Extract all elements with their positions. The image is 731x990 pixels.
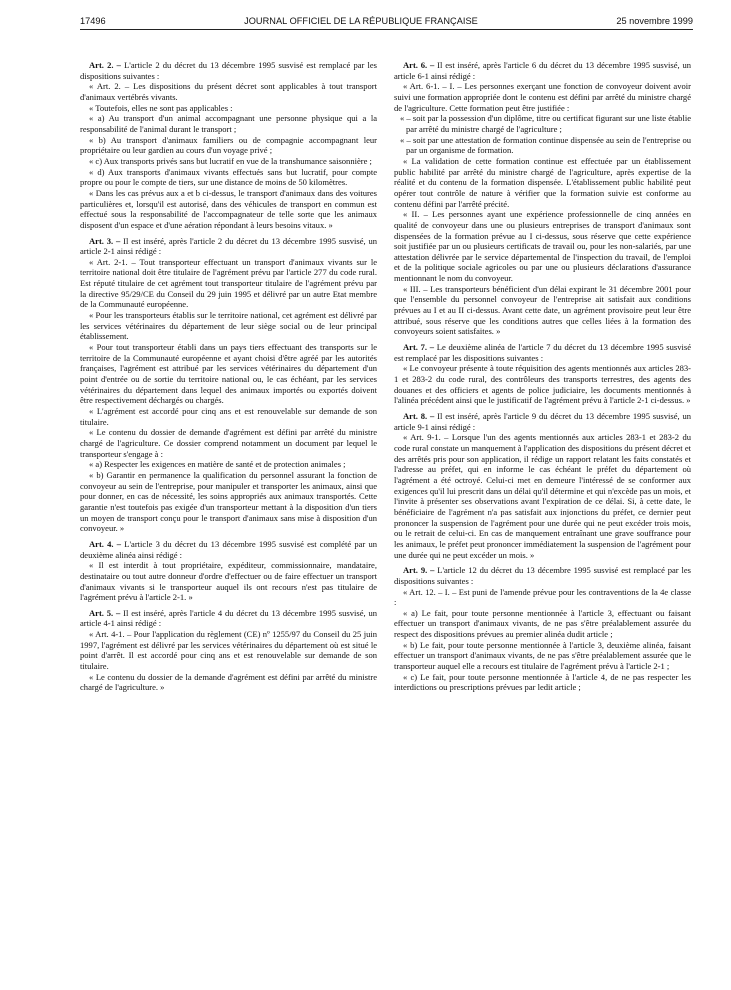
paragraph: « Art. 2. – Les dispositions du présent décret sont applicables à tout transport d'animaux vertébrés vivants.: [80, 81, 377, 102]
left-column: [80, 60, 377, 693]
paragraph: « Pour tout transporteur établi dans un pays tiers effectuant des transports sur le territoire de la Communauté européenne et ayant choisi d'être agréé par les autorités françaises, l'agrément est attribué par les services vétérinaires du département d'un point d'entrée ou de sortie du territoire national ou, le cas échéant, par les services vétérinaires du département dans lequel des animaux importés ou exportés doivent être respectivement déchargés ou chargés.: [80, 342, 377, 406]
issue-date: 25 novembre 1999: [616, 16, 693, 26]
paragraph: « Le convoyeur présente à toute réquisition des agents mentionnés aux articles 283-1 et 283-2 du code rural, des contrôleurs des transports terrestres, des agents des douanes et des officiers et agents de police judiciaire, les documents mentionnés à l'alinéa précédent ainsi que le justificatif de l'agrément prévu à l'article 2-1 ci-dessus. »: [394, 363, 691, 406]
text-columns: [80, 60, 693, 693]
article-label: Art. 3. –: [89, 235, 121, 246]
article-heading: [394, 411, 691, 432]
article-text: Il est inséré, après l'article 2 du décret du 13 décembre 1995 susvisé, un article 2-1 ainsi rédigé :: [80, 235, 378, 257]
article-label: Art. 2. –: [89, 60, 121, 70]
article-text: L'article 2 du décret du 13 décembre 1995 susvisé est remplacé par les dispositions suivantes :: [80, 60, 377, 81]
paragraph: « d) Aux transports d'animaux vivants effectués sans but lucratif, pour compte propre ou pour le compte de tiers, sur une distance de moins de 50 kilomètres.: [80, 166, 377, 188]
paragraph: « Pour les transporteurs établis sur le territoire national, cet agrément est délivré par les services vétérinaires du département de leur siège social ou de leur principal établissement.: [80, 310, 377, 342]
paragraph: « b) Garantir en permanence la qualification du personnel assurant la fonction de convoyeur au sein de l'entreprise, pour manipuler et transporter les animaux, ainsi que pour donner, en cas de nécessité, les soins appropriés aux animaux transportés. Cette garantie n'est toutefois pas exigée d'un transporteur mettant à la disposition d'un tiers un moyen de transport conçu pour le transport d'animaux sans mise à disposition d'un convoyeur. »: [80, 469, 377, 534]
paragraph: « Le contenu du dossier de la demande d'agrément est défini par arrêté du ministre chargé de l'agriculture. »: [80, 671, 377, 693]
page-number: 17496: [80, 16, 106, 26]
paragraph: « Art. 9-1. – Lorsque l'un des agents mentionnés aux articles 283-1 et 283-2 du code rural constate un manquement à l'application des dispositions du présent décret et des arrêtés pris pour son application, il rédige un rapport relatant les faits constatés et l'adresse au préfet, qui en informe le cas échéant le préfet du département où l'agrément a été octroyé. Celui-ci met en demeure l'intéressé de se conformer aux exigences qu'il lui prescrit dans un délai qu'il détermine et qui n'excède pas un mois, et l'invite à présenter ses observations avant l'expiration de ce délai. Si, à cette date, le bénéficiaire de l'agrément n'a pas satisfait aux injonctions du préfet, ce dernier peut prononcer la suspension de l'agrément pour une durée qui ne peut excéder trois mois, ou le retrait de celui-ci. En cas de manquement entraînant une grave souffrance pour les animaux, le préfet peut prononcer immédiatement la suspension de l'agrément pour une durée qui ne peut excéder un mois. »: [394, 432, 691, 560]
list-item: « – soit par une attestation de formation continue dispensée au sein de l'entreprise ou par un organisme de formation.: [400, 134, 691, 156]
article-heading: [394, 342, 691, 363]
paragraph: « c) Aux transports privés sans but lucratif en vue de la transhumance saisonnière ;: [89, 155, 372, 166]
article-text: Le deuxième alinéa de l'article 7 du décret du 13 décembre 1995 susvisé est remplacé par les dispositions suivantes :: [394, 342, 691, 363]
paragraph: « a) Au transport d'un animal accompagnant une personne physique qui a la responsabilité de l'animal durant le transport ;: [80, 113, 377, 134]
article-heading: [80, 236, 377, 257]
paragraph: « L'agrément est accordé pour cinq ans et est renouvelable sur demande de son titulaire.: [80, 406, 377, 427]
paragraph: « a) Respecter les exigences en matière de santé et de protection animales ;: [89, 459, 346, 470]
paragraph: « c) Le fait, pour toute personne mentionnée à l'article 4, de ne pas respecter les interdictions ou prescriptions prévues par ledit article ;: [394, 671, 691, 693]
article-text: Il est inséré, après l'article 4 du décret du 13 décembre 1995 susvisé, un article 4-1 ainsi rédigé :: [80, 607, 378, 629]
list-item: « – soit par la possession d'un diplôme, titre ou certificat figurant sur une liste établie par arrêté du ministre chargé de l'agriculture ;: [400, 113, 691, 134]
article-label: Art. 7. –: [403, 342, 435, 353]
article-text: Il est inséré, après l'article 9 du décret du 13 décembre 1995 susvisé, un article 9-1 ainsi rédigé :: [394, 411, 692, 432]
paragraph: « Toutefois, elles ne sont pas applicables :: [89, 102, 233, 113]
paragraph: « Le contenu du dossier de demande d'agrément est défini par arrêté du ministre chargé de l'agriculture. Ce dossier comprend notamment un document par lequel le transporteur s'engage à :: [80, 427, 377, 459]
paragraph: « II. – Les personnes ayant une expérience professionnelle de cinq années en qualité de convoyeur dans une ou plusieurs entreprises de transport d'animaux sont dispensées de la formation prévue au I ci-dessus, sous réserve que cette expérience soit justifiée par un ou plusieurs certificats de travail ou, pour les non-salariés, par une attestation délivrée par le service départemental de l'inspection du travail, de l'emploi et de la politique sociale agricoles ou par une ou plusieurs déclarations d'assurance mentionnant le nom du convoyeur.: [394, 209, 691, 284]
article-text: L'article 12 du décret du 13 décembre 1995 susvisé est remplacé par les dispositions suivantes :: [394, 565, 692, 586]
article-label: Art. 4. –: [89, 538, 122, 549]
paragraph: « III. – Les transporteurs bénéficient d'un délai expirant le 31 décembre 2001 pour que l'ensemble du personnel convoyeur de l'entreprise ait satisfait aux conditions prévues au I et au II ci-dessus. Avant cette date, un agrément provisoire peut leur être attribué, sous réserve que les conditions autres que celles liées à la formation des convoyeurs soient satisfaites. »: [394, 283, 691, 337]
article-label: Art. 6. –: [403, 60, 435, 70]
article-heading: [80, 539, 377, 560]
running-header: [80, 16, 693, 30]
article-heading: [80, 60, 377, 81]
paragraph: « b) Au transport d'animaux familiers ou de compagnie accompagnant leur propriétaire ou leur gardien au cours d'un voyage privé ;: [80, 134, 377, 156]
article-label: Art. 8. –: [403, 411, 435, 421]
article-label: Art. 9. –: [403, 565, 435, 576]
article-heading: [394, 60, 691, 81]
right-column: [394, 60, 691, 693]
paragraph: « Il est interdit à tout propriétaire, expéditeur, commissionnaire, mandataire, destinataire ou tout autre donneur d'ordre d'effectuer ou de faire effectuer un transport d'animaux vivants si le transporteur auquel ils ont recours n'est pas titulaire de l'agrément prévu à l'article 2-1. »: [80, 560, 377, 603]
paragraph: « Art. 4-1. – Pour l'application du règlement (CE) nº 1255/97 du Conseil du 25 juin 1997, l'agrément est délivré par les services vétérinaires du département où est situé le point d'arrêt. Il est accordé pour cinq ans et est renouvelable sur demande de son titulaire.: [80, 629, 377, 672]
paragraph: « a) Le fait, pour toute personne mentionnée à l'article 3, effectuant ou faisant effectuer un transport d'animaux vivants, de ne pas s'être préalablement assurée du respect des dispositions prévues au premier alinéa dudit article ;: [394, 607, 691, 640]
paragraph: « b) Le fait, pour toute personne mentionnée à l'article 3, deuxième alinéa, faisant effectuer un transport d'animaux vivants, de ne pas s'être préalablement assurée que le transporteur auquel elle a recours est titulaire de l'agrément prévu à l'article 2-1 ;: [394, 639, 691, 672]
article-text: L'article 3 du décret du 13 décembre 1995 susvisé est complété par un deuxième alinéa ainsi rédigé :: [80, 538, 377, 560]
article-label: Art. 5. –: [89, 607, 121, 618]
article-heading: [80, 608, 377, 629]
article-heading: [394, 565, 691, 586]
article-text: Il est inséré, après l'article 6 du décret du 13 décembre 1995 susvisé, un article 6-1 ainsi rédigé :: [394, 60, 692, 81]
paragraph: « Art. 6-1. – I. – Les personnes exerçant une fonction de convoyeur doivent avoir suivi une formation appropriée dont le contenu est défini par arrêté du ministre chargé de l'agriculture. Cette formation peut être justifiée :: [394, 81, 691, 113]
paragraph: « La validation de cette formation continue est effectuée par un établissement public habilité par arrêté du ministre chargé de l'agriculture, après expertise de la réalité et du contenu de la formation dispensée. L'établissement public habilité peut opérer tout contrôle de nature à vérifier que la formation suivie est conforme au contenu défini par l'arrêté précité.: [394, 155, 691, 209]
journal-title: JOURNAL OFFICIEL DE LA RÉPUBLIQUE FRANÇAISE: [244, 16, 478, 26]
paragraph: « Art. 12. – I. – Est puni de l'amende prévue pour les contraventions de la 4e classe :: [394, 586, 691, 608]
paragraph: « Art. 2-1. – Tout transporteur effectuant un transport d'animaux vivants sur le territoire national doit être titulaire de l'agrément prévu par l'article 277 du code rural. Est réputé titulaire de cet agrément tout transporteur titulaire de l'agrément prévu par la directive 95/29/CE du Conseil du 29 juin 1995 et délivré par un autre Etat membre de la Communauté européenne.: [80, 256, 377, 310]
paragraph: « Dans les cas prévus aux a et b ci-dessus, le transport d'animaux dans des voitures particulières et, lorsqu'il est autorisé, dans des véhicules de transport en commun est effectué sous la responsabilité de l'accompagnateur de telle sorte que les animaux disposent d'un espace et d'une aération répondant à leurs besoins vitaux. »: [80, 187, 377, 230]
